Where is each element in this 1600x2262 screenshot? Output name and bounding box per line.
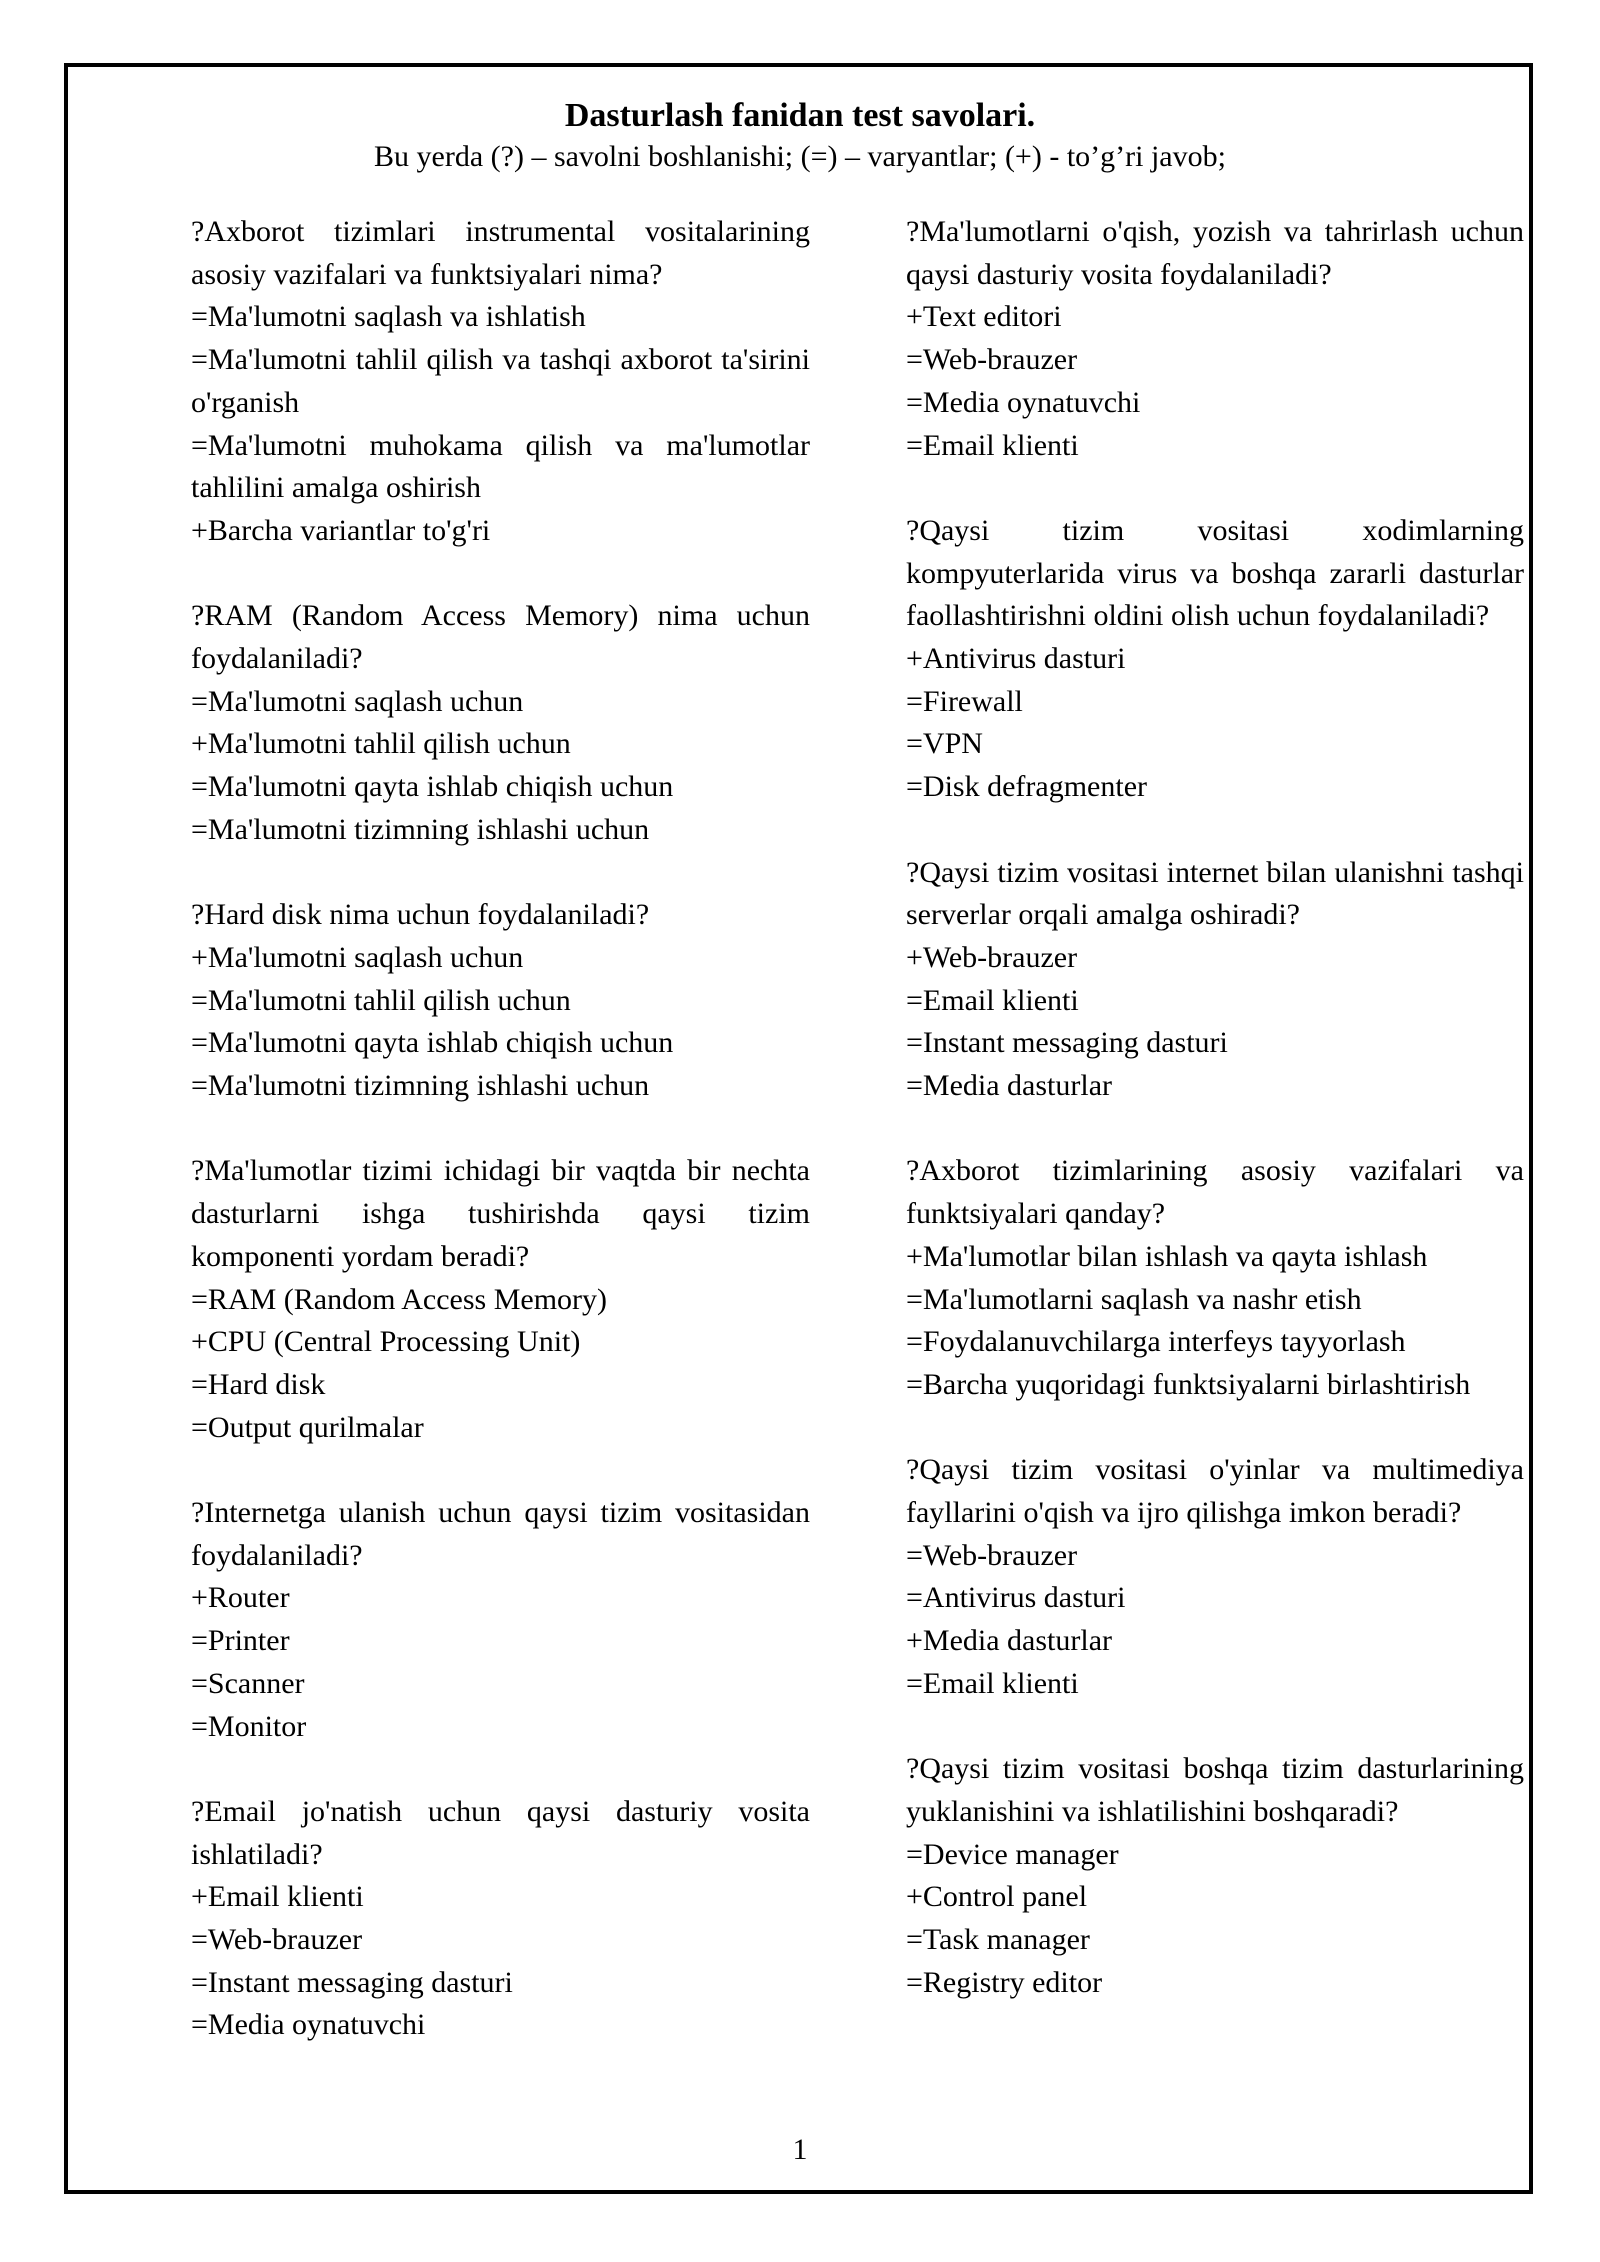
answer-option: =Ma'lumotni qayta ishlab chiqish uchun <box>191 770 674 804</box>
answer-option: =Ma'lumotni tahlil qilish va tashqi axborot ta'sirini o'rganish <box>191 343 810 419</box>
answer-option: +Ma'lumotlar bilan ishlash va qayta ishlash <box>906 1239 1428 1273</box>
question-text: ?Qaysi tizim vositasi xodimlarning kompyuterlarida virus va boshqa zararli dasturlar faollashtirishni oldini olish uchun foydalaniladi? <box>906 513 1524 633</box>
question-block <box>906 211 1524 467</box>
answer-option: +Ma'lumotni tahlil qilish uchun <box>191 727 571 761</box>
answer-option: +Control panel <box>906 1880 1088 1914</box>
question-text: ?Ma'lumotlarni o'qish, yozish va tahrirlash uchun qaysi dasturiy vosita foydalaniladi? <box>906 215 1524 291</box>
question-text: ?Axborot tizimlari instrumental vositalarining asosiy vazifalari va funktsiyalari nima? <box>191 215 810 291</box>
answer-option: =Instant messaging dasturi <box>906 1026 1228 1060</box>
answer-option: =Media dasturlar <box>906 1069 1113 1103</box>
left-column <box>191 211 810 2090</box>
question-text: ?Hard disk nima uchun foydalaniladi? <box>191 898 650 932</box>
answer-option: =Email klienti <box>906 983 1079 1017</box>
question-block <box>191 1150 810 1449</box>
answer-option: =Foydalanuvchilarga interfeys tayyorlash <box>906 1325 1406 1359</box>
answer-option: =Web-brauzer <box>906 1538 1078 1572</box>
answer-option: =Email klienti <box>906 428 1079 462</box>
question-block <box>191 211 810 553</box>
question-block <box>191 595 810 851</box>
question-text: ?Ma'lumotlar tizimi ichidagi bir vaqtda bir nechta dasturlarni ishga tushirishda qaysi tizim komponenti yordam beradi? <box>191 1154 810 1273</box>
answer-option: +Media dasturlar <box>906 1624 1113 1658</box>
answer-option: =Barcha yuqoridagi funktsiyalarni birlashtirish <box>906 1367 1471 1401</box>
answer-option: =Registry editor <box>906 1965 1103 1999</box>
answer-option: =Ma'lumotni muhokama qilish va ma'lumotlar tahlilini amalga oshirish <box>191 428 810 505</box>
answer-option: =Ma'lumotni saqlash uchun <box>191 684 524 718</box>
question-block <box>906 852 1524 1108</box>
answer-option: =Media oynatuvchi <box>906 385 1141 419</box>
answer-option: +Text editori <box>906 300 1062 334</box>
answer-option: +Antivirus dasturi <box>906 642 1126 676</box>
answer-option: =Scanner <box>191 1666 305 1700</box>
question-block <box>906 1150 1524 1406</box>
answer-option: =Ma'lumotni qayta ishlab chiqish uchun <box>191 1026 674 1060</box>
question-block <box>906 1449 1524 1705</box>
answer-option: +Email klienti <box>191 1880 364 1914</box>
answer-option: +Barcha variantlar to'g'ri <box>191 513 491 547</box>
answer-option: =Firewall <box>906 684 1023 718</box>
right-column <box>906 211 1524 2047</box>
answer-option: =Email klienti <box>906 1666 1079 1700</box>
answer-option: +CPU (Central Processing Unit) <box>191 1325 581 1359</box>
answer-option: =RAM (Random Access Memory) <box>191 1282 608 1316</box>
question-block <box>191 1492 810 1748</box>
answer-option: =Output qurilmalar <box>191 1410 424 1444</box>
question-block <box>906 510 1524 809</box>
answer-option: =Task manager <box>906 1923 1090 1957</box>
question-block <box>191 894 810 1108</box>
answer-option: +Router <box>191 1581 290 1615</box>
answer-option: =Instant messaging dasturi <box>191 1965 513 1999</box>
answer-option: =Ma'lumotni tahlil qilish uchun <box>191 983 571 1017</box>
question-text: ?Qaysi tizim vositasi boshqa tizim dasturlarining yuklanishini va ishlatilishini boshqaradi? <box>906 1752 1524 1828</box>
answer-option: +Ma'lumotni saqlash uchun <box>191 940 524 974</box>
document-subtitle: Bu yerda (?) – savolni boshlanishi; (=) – varyantlar; (+) - to’g’ri javob; <box>374 140 1226 173</box>
question-block <box>906 1748 1524 2004</box>
answer-option: =Ma'lumotni tizimning ishlashi uchun <box>191 1069 650 1103</box>
question-text: ?Qaysi tizim vositasi internet bilan ulanishni tashqi serverlar orqali amalga oshiradi? <box>906 855 1524 932</box>
answer-option: =Ma'lumotni saqlash va ishlatish <box>191 300 586 334</box>
answer-option: =Hard disk <box>191 1367 326 1401</box>
question-text: ?Qaysi tizim vositasi o'yinlar va multimediya fayllarini o'qish va ijro qilishga imkon beradi? <box>906 1453 1524 1530</box>
question-text: ?Axborot tizimlarining asosiy vazifalari va funktsiyalari qanday? <box>906 1154 1524 1231</box>
answer-option: =VPN <box>906 727 983 761</box>
answer-option: =Disk defragmenter <box>906 770 1147 804</box>
answer-option: =Device manager <box>906 1837 1119 1871</box>
answer-option: =Antivirus dasturi <box>906 1581 1126 1615</box>
document-title: Dasturlash fanidan test savolari. <box>564 97 1036 134</box>
answer-option: =Web-brauzer <box>906 343 1078 377</box>
answer-option: =Ma'lumotni tizimning ishlashi uchun <box>191 812 650 846</box>
answer-option: =Monitor <box>191 1709 307 1743</box>
question-text: ?Internetga ulanish uchun qaysi tizim vositasidan foydalaniladi? <box>191 1496 810 1572</box>
question-text: ?RAM (Random Access Memory) nima uchun foydalaniladi? <box>191 599 810 676</box>
question-block <box>191 1791 810 2047</box>
page-number: 1 <box>792 2133 808 2166</box>
answer-option: =Ma'lumotlarni saqlash va nashr etish <box>906 1282 1362 1316</box>
answer-option: =Media oynatuvchi <box>191 2008 426 2042</box>
answer-option: +Web-brauzer <box>906 940 1078 974</box>
question-text: ?Email jo'natish uchun qaysi dasturiy vosita ishlatiladi? <box>191 1794 810 1871</box>
answer-option: =Printer <box>191 1624 290 1658</box>
answer-option: =Web-brauzer <box>191 1923 363 1957</box>
